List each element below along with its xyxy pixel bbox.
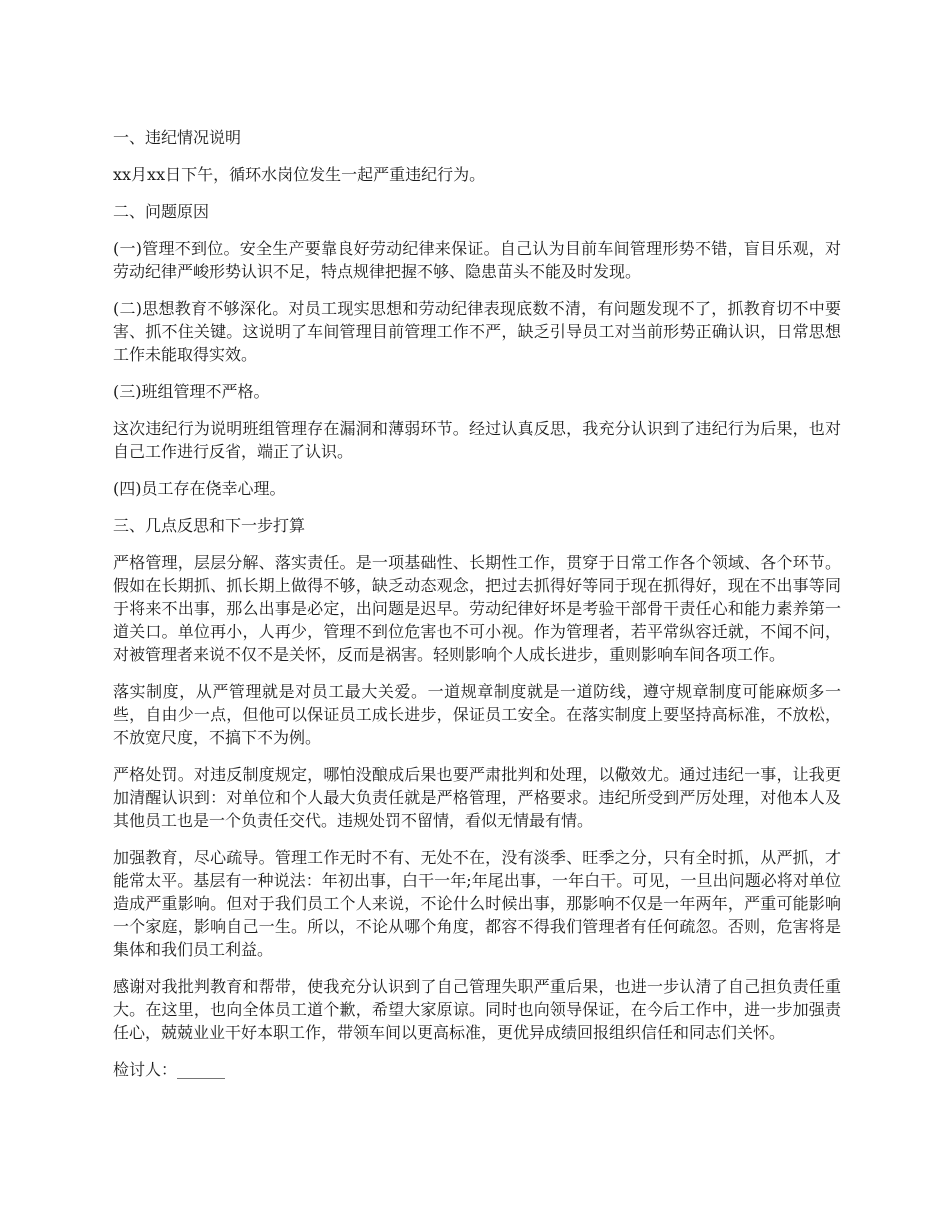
signature-line: 检讨人：______ (113, 1060, 226, 1079)
paragraph-cause-3-detail: 这次违纪行为说明班组管理存在漏洞和薄弱环节。经过认真反思，我充分认识到了违纪行为后果，也对自己工作进行反省，端正了认识。 (113, 419, 841, 461)
paragraph-cause-2: (二)思想教育不够深化。对员工现实思想和劳动纪律表现底数不清，有问题发现不了，抓教育切不中要害、抓不住关键。这说明了车间管理目前管理工作不严，缺乏引导员工对当前形势正确认识，日常思想工作未能取得实效。 (113, 299, 841, 364)
paragraph-incident: xx月xx日下午，循环水岗位发生一起严重违纪行为。 (113, 165, 486, 184)
paragraph-cause-1: (一)管理不到位。安全生产要靠良好劳动纪律来保证。自己认为目前车间管理形势不错，盲目乐观，对劳动纪律严峻形势认识不足，特点规律把握不够、隐患苗头不能及时发现。 (113, 239, 841, 281)
paragraph-cause-3: (三)班组管理不严格。 (113, 382, 270, 401)
section-heading-reflections: 三、几点反思和下一步打算 (113, 516, 306, 535)
paragraph-education: 加强教育，尽心疏导。管理工作无时不有、无处不在，没有淡季、旺季之分，只有全时抓，从严抓，才能常太平。基层有一种说法：年初出事，白干一年;年尾出事，一年白干。可见，一旦出问题必将对单位造成严重影响。但对于我们员工个人来说，不论什么时候出事，那影响不仅是一年两年，严重可能影响一个家庭，影响自己一生。所以，不论从哪个角度，都容不得我们管理者有任何疏忽。否则，危害将是集体和我们员工利益。 (113, 848, 841, 959)
paragraph-implement-rules: 落实制度，从严管理就是对员工最大关爱。一道规章制度就是一道防线，遵守规章制度可能麻烦多一些，自由少一点，但他可以保证员工成长进步，保证员工安全。在落实制度上要坚持高标准，不放松，不放宽尺度，不搞下不为例。 (113, 682, 841, 747)
paragraph-thanks: 感谢对我批判教育和帮带，使我充分认识到了自己管理失职严重后果，也进一步认清了自己担负责任重大。在这里，也向全体员工道个歉，希望大家原谅。同时也向领导保证，在今后工作中，进一步加强责任心，兢兢业业干好本职工作，带领车间以更高标准，更优异成绩回报组织信任和同志们关怀。 (113, 977, 841, 1042)
section-heading-violation: 一、违纪情况说明 (113, 128, 242, 147)
paragraph-cause-4: (四)员工存在侥幸心理。 (113, 479, 286, 498)
paragraph-strict-management: 严格管理，层层分解、落实责任。是一项基础性、长期性工作，贯穿于日常工作各个领域、各个环节。假如在长期抓、抓长期上做得不够，缺乏动态观念，把过去抓得好等同于现在抓得好，现在不出事等同于将来不出事，那么出事是必定，出问题是迟早。劳动纪律好坏是考验干部骨干责任心和能力素养第一道关口。单位再小，人再少，管理不到位危害也不可小视。作为管理者，若平常纵容迁就，不闻不问，对被管理者来说不仅不是关怀，反而是祸害。轻则影响个人成长进步，重则影响车间各项工作。 (113, 553, 841, 664)
document-body (113, 126, 841, 1095)
section-heading-causes: 二、问题原因 (113, 202, 210, 221)
paragraph-strict-punishment: 严格处罚。对违反制度规定，哪怕没酿成后果也要严肃批判和处理，以儆效尤。通过违纪一事，让我更加清醒认识到：对单位和个人最大负责任就是严格管理，严格要求。违纪所受到严厉处理，对他本人及其他员工也是一个负责任交代。违规处罚不留情，看似无情最有情。 (113, 765, 841, 830)
